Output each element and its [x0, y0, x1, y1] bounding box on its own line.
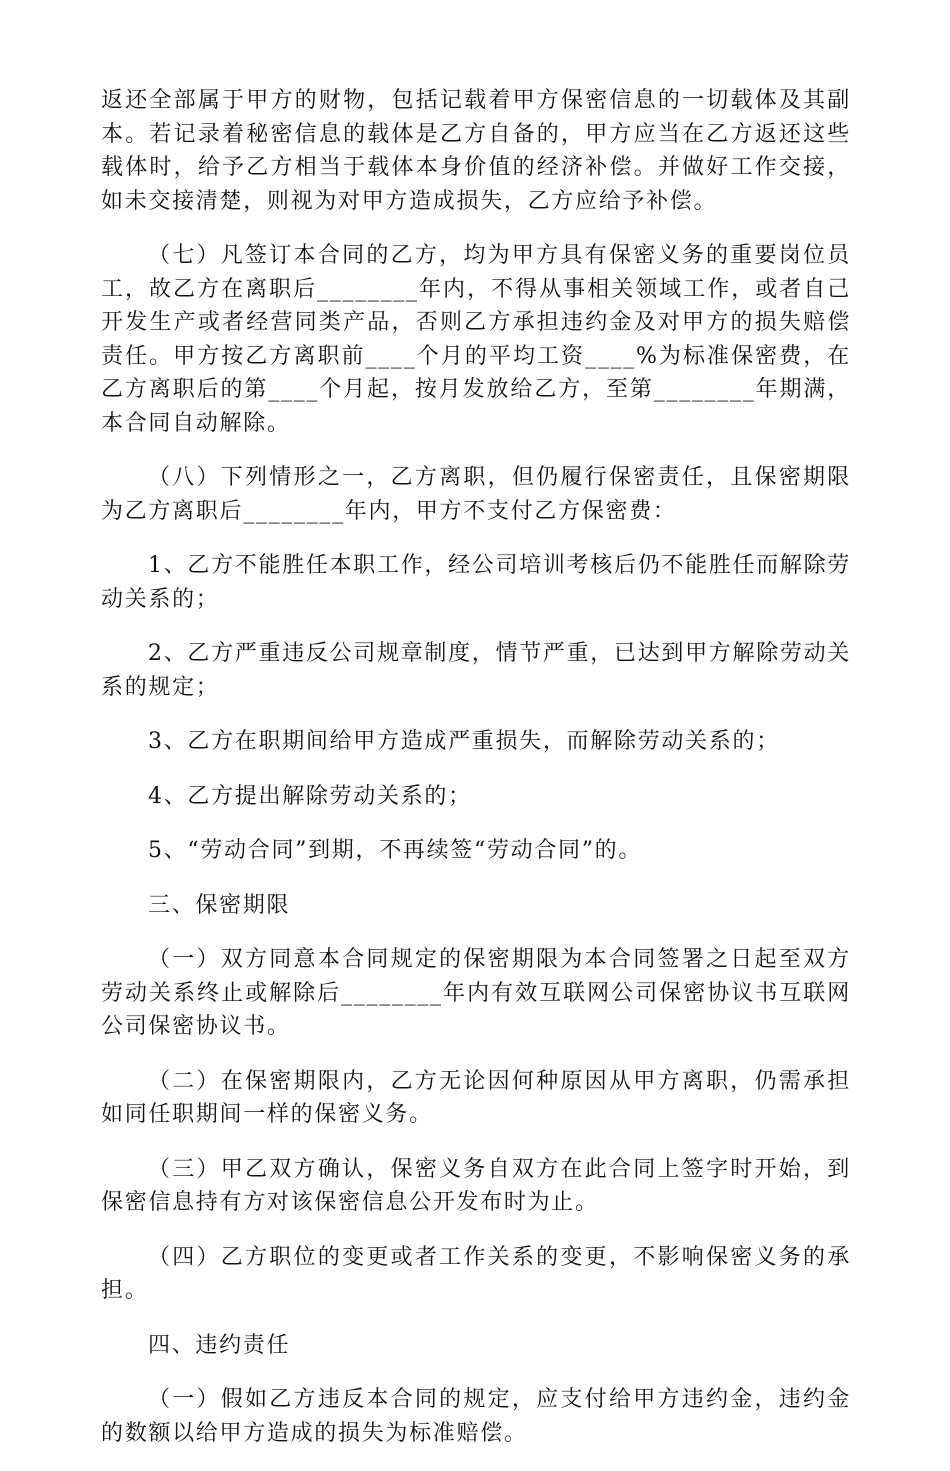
document-body [101, 84, 851, 1471]
paragraph-period-2: （二）在保密期限内，乙方无论因何种原因从甲方离职，仍需承担如同任职期间一样的保密义务。 [101, 1068, 851, 1127]
paragraph-period-4: （四）乙方职位的变更或者工作关系的变更，不影响保密义务的承担。 [101, 1244, 851, 1303]
list-item-2: 2、乙方严重违反公司规章制度，情节严重，已达到甲方解除劳动关系的规定； [101, 641, 851, 700]
list-item-4: 4、乙方提出解除劳动关系的； [148, 783, 472, 809]
paragraph-period-3: （三）甲乙双方确认，保密义务自双方在此合同上签字时开始，到保密信息持有方对该保密信息公开发布时为止。 [101, 1156, 851, 1215]
list-item-5: 5、“劳动合同”到期，不再续签“劳动合同”的。 [148, 838, 643, 863]
paragraph-clause-8: （八）下列情形之一，乙方离职，但仍履行保密责任，且保密期限为乙方离职后________年内，甲方不支付乙方保密费： [101, 465, 851, 524]
list-item-1: 1、乙方不能胜任本职工作，经公司培训考核后仍不能胜任而解除劳动关系的； [101, 553, 851, 612]
list-item-3: 3、乙方在职期间给甲方造成严重损失，而解除劳动关系的； [148, 729, 780, 754]
paragraph-liability-1: （一）假如乙方违反本合同的规定，应支付给甲方违约金，违约金的数额以给甲方造成的损失为标准赔偿。 [101, 1387, 851, 1446]
section-heading-liability: 四、违约责任 [148, 1332, 291, 1358]
paragraph-clause-7: （七）凡签订本合同的乙方，均为甲方具有保密义务的重要岗位员工，故乙方在离职后________年内，不得从事相关领域工作，或者自己开发生产或者经营同类产品，否则乙方承担违约金及对甲方的损失赔偿责任。甲方按乙方离职前____个月的平均工资____%为标准保密费，在乙方离职后的第____个月起，按月发放给乙方，至第________年期满，本合同自动解除。 [101, 243, 851, 436]
paragraph-return-property: 返还全部属于甲方的财物，包括记载着甲方保密信息的一切载体及其副本。若记录着秘密信息的载体是乙方自备的，甲方应当在乙方返还这些载体时，给予乙方相当于载体本身价值的经济补偿。并做好工作交接，如未交接清楚，则视为对甲方造成损失，乙方应给予补偿。 [101, 88, 851, 214]
section-heading-confidentiality-period: 三、保密期限 [148, 892, 291, 918]
paragraph-period-1: （一）双方同意本合同规定的保密期限为本合同签署之日起至双方劳动关系终止或解除后________年内有效互联网公司保密协议书互联网公司保密协议书。 [101, 947, 851, 1039]
